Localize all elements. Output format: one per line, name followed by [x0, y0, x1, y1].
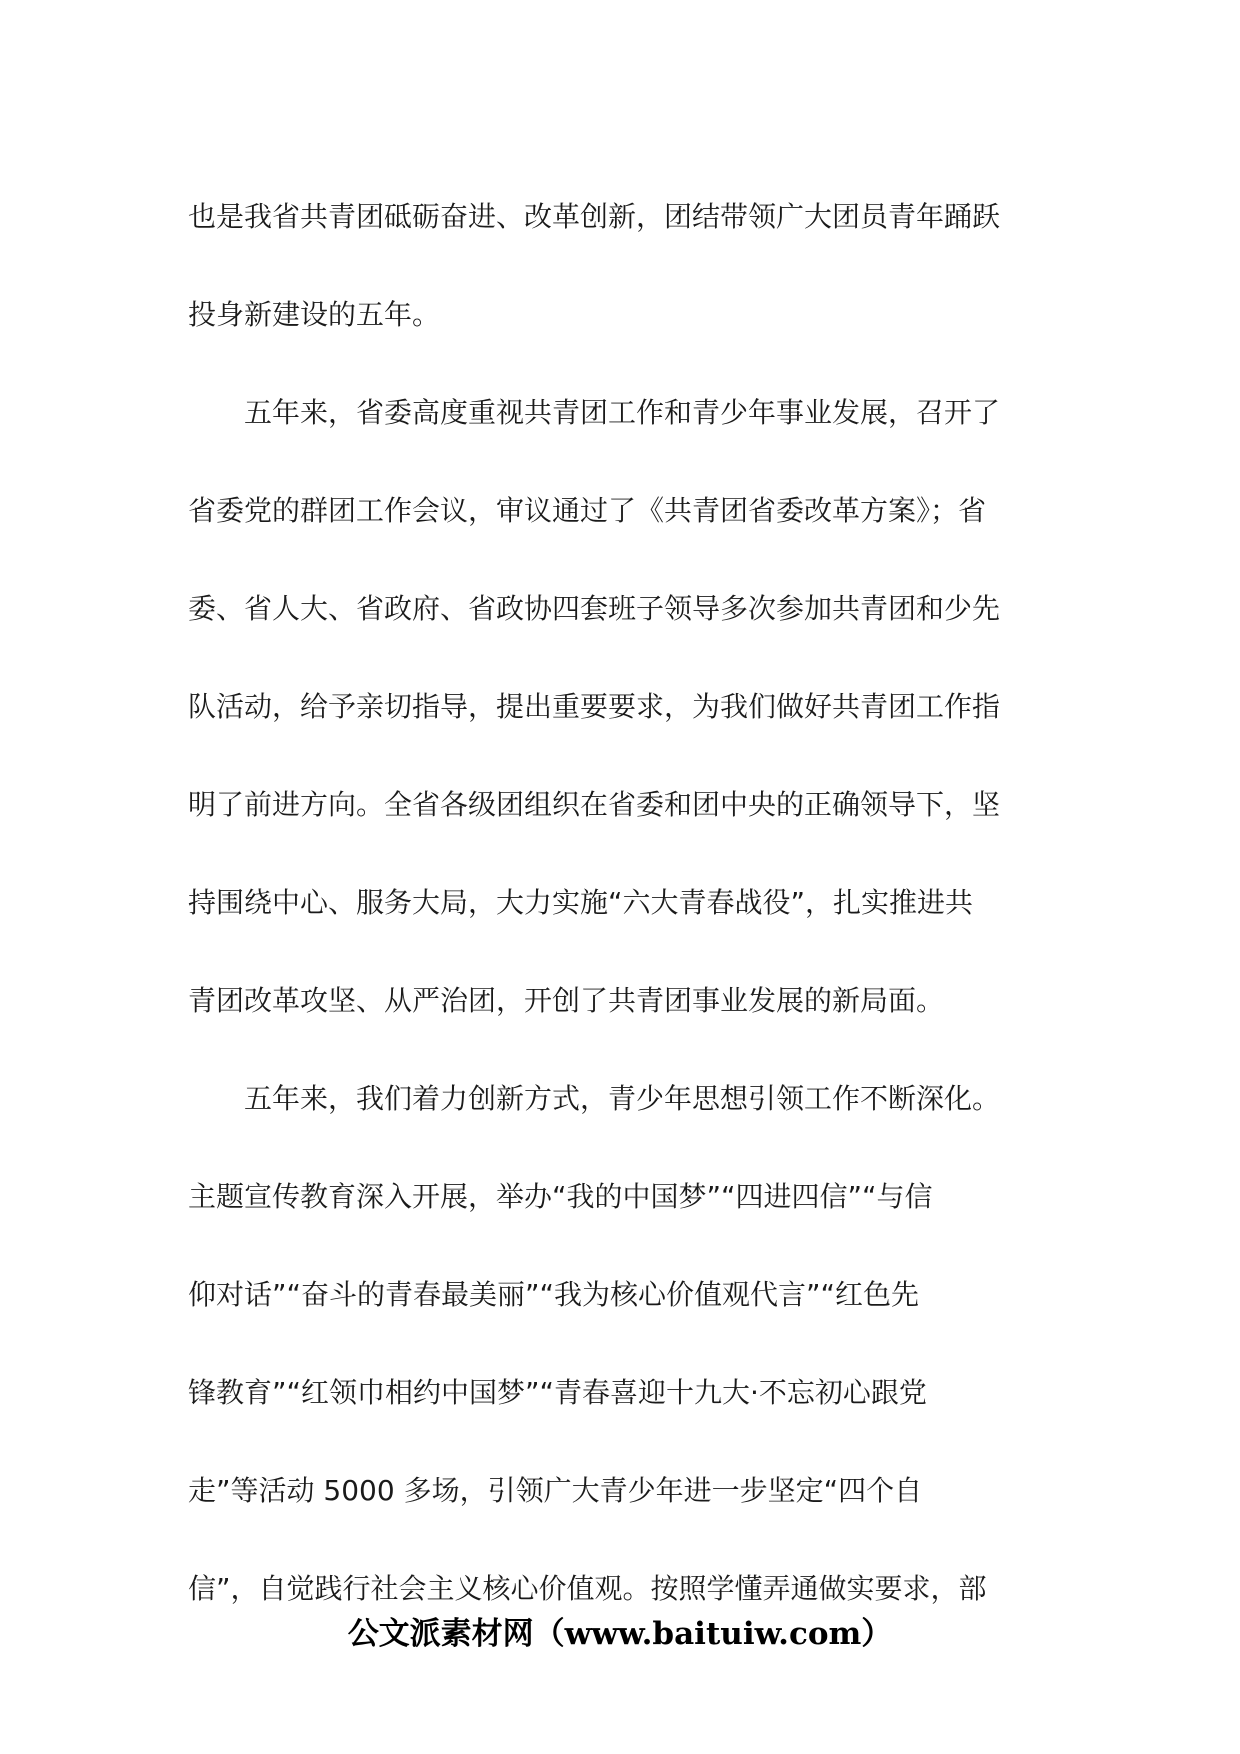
text-line: 省委党的群团工作会议，审议通过了《共青团省委改革方案》；省 — [188, 494, 987, 527]
text-line: 五年来，我们着力创新方式，青少年思想引领工作不断深化。 — [188, 1082, 1001, 1115]
text-line: 明了前进方向。全省各级团组织在省委和团中央的正确领导下，坚 — [188, 788, 1001, 821]
text-line: 锋教育”“红领巾相约中国梦”“青春喜迎十九大·不忘初心跟党 — [188, 1376, 927, 1409]
text-line: 信”，自觉践行社会主义核心价值观。按照学懂弄通做实要求，部 — [188, 1572, 987, 1605]
text-line: 也是我省共青团砥砺奋进、改革创新，团结带领广大团员青年踊跃 — [188, 200, 1001, 233]
text-line: 青团改革攻坚、从严治团，开创了共青团事业发展的新局面。 — [188, 984, 945, 1017]
text-line: 走”等活动 5000 多场，引领广大青少年进一步坚定“四个自 — [188, 1474, 923, 1507]
text-line: 队活动，给予亲切指导，提出重要要求，为我们做好共青团工作指 — [188, 690, 1001, 723]
text-line: 委、省人大、省政府、省政协四套班子领导多次参加共青团和少先 — [188, 592, 1001, 625]
text-line: 仰对话”“奋斗的青春最美丽”“我为核心价值观代言”“红色先 — [188, 1278, 920, 1311]
text-line: 投身新建设的五年。 — [188, 298, 441, 331]
text-line: 五年来，省委高度重视共青团工作和青少年事业发展，召开了 — [188, 396, 1001, 429]
text-line: 主题宣传教育深入开展，举办“我的中国梦”“四进四信”“与信 — [188, 1180, 933, 1213]
body-text — [188, 168, 1042, 1638]
footer-source: 公文派素材网（www.baituiw.com） — [347, 1616, 893, 1652]
text-line: 持围绕中心、服务大局，大力实施“六大青春战役”，扎实推进共 — [188, 886, 974, 919]
